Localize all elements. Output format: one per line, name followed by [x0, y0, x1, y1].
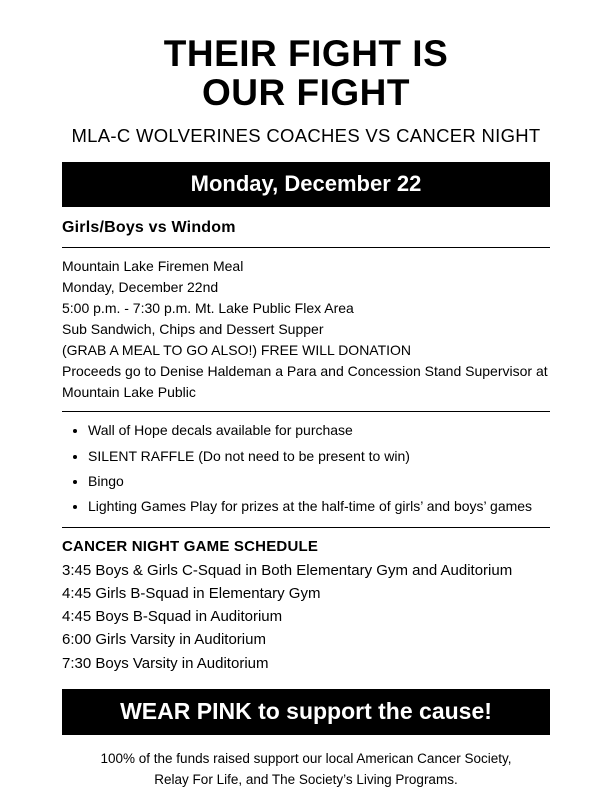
- schedule-item: 3:45 Boys & Girls C-Squad in Both Elementary Gym and Auditorium: [62, 561, 513, 579]
- pink-banner: WEAR PINK to support the cause!: [62, 689, 550, 735]
- flyer-title-line2: OUR FIGHT: [202, 72, 410, 114]
- activities-list: [62, 420, 550, 516]
- schedule-item: 7:30 Boys Varsity in Auditorium: [62, 654, 269, 672]
- flyer-title: [62, 34, 550, 112]
- divider-bottom: [62, 527, 550, 528]
- schedule-item: 4:45 Boys B-Squad in Auditorium: [62, 608, 283, 626]
- activity-item: • Bingo: [88, 471, 550, 491]
- activity-item: • SILENT RAFFLE (Do not need to be present to win): [88, 446, 550, 466]
- footer-note: [62, 749, 550, 791]
- activity-item: • Wall of Hope decals available for purchase: [88, 420, 550, 440]
- schedule-item: 6:00 Girls Varsity in Auditorium: [62, 631, 266, 649]
- flyer-subtitle: MLA-C WOLVERINES COACHES VS CANCER NIGHT: [71, 125, 541, 147]
- schedule-heading: CANCER NIGHT GAME SCHEDULE: [62, 537, 319, 555]
- date-banner: Monday, December 22: [62, 162, 550, 207]
- schedule-item: 4:45 Girls B-Squad in Elementary Gym: [62, 584, 321, 602]
- meal-line: Proceeds go to Denise Haldeman a Para and Concession Stand Supervisor at Mountain Lake Public: [62, 363, 548, 401]
- divider-top: [62, 247, 550, 248]
- meal-line: Monday, December 22nd: [62, 279, 219, 296]
- meal-line: (GRAB A MEAL TO GO ALSO!) FREE WILL DONATION: [62, 342, 412, 359]
- activity-item: • Lighting Games Play for prizes at the half-time of girls’ and boys’ games: [88, 496, 550, 516]
- divider-middle: [62, 411, 550, 412]
- matchup-heading: Girls/Boys vs Windom: [62, 219, 236, 237]
- meal-details: [62, 256, 550, 403]
- footer-line2: Relay For Life, and The Society’s Living Programs.: [154, 771, 458, 787]
- footer-line1: 100% of the funds raised support our local American Cancer Society,: [100, 750, 512, 766]
- flyer-title-line1: THEIR FIGHT IS: [163, 33, 449, 74]
- meal-line: Mountain Lake Firemen Meal: [62, 258, 244, 275]
- meal-line: Sub Sandwich, Chips and Dessert Supper: [62, 321, 324, 338]
- schedule-section: [62, 538, 550, 675]
- meal-line: 5:00 p.m. - 7:30 p.m. Mt. Lake Public Flex Area: [62, 300, 354, 317]
